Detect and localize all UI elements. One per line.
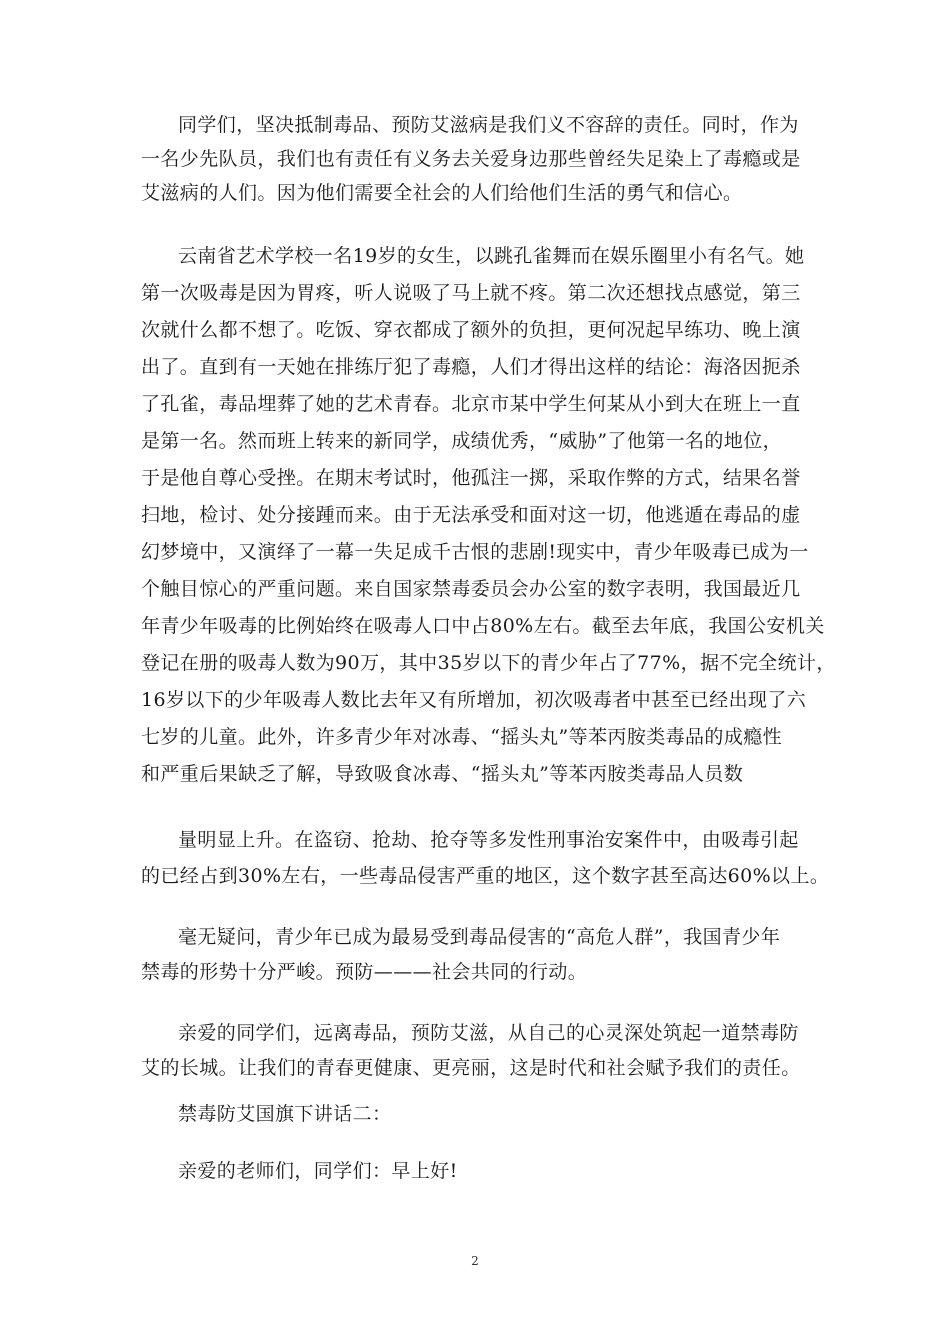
paragraph-line: 禁毒的形势十分严峻。预防———社会共同的行动。: [141, 961, 588, 983]
paragraph-line: 第一次吸毒是因为胃疼，听人说吸了马上就不疼。第二次还想找点感觉，第三: [141, 282, 801, 304]
paragraph-line: 艾的长城。让我们的青春更健康、更亮丽，这是时代和社会赋予我们的责任。: [141, 1057, 801, 1079]
paragraph-line: 七岁的儿童。此外，许多青少年对冰毒、“摇头丸”等苯丙胺类毒品的成瘾性: [141, 726, 783, 748]
paragraph-line: 个触目惊心的严重问题。来自国家禁毒委员会办公室的数字表明，我国最近几: [141, 578, 801, 600]
paragraph-line: 16岁以下的少年吸毒人数比去年又有所增加，初次吸毒者中甚至已经出现了六: [141, 689, 807, 711]
paragraph-line: 次就什么都不想了。吃饭、穿衣都成了额外的负担，更何况起早练功、晚上演: [141, 319, 801, 341]
paragraph-line: 的已经占到30%左右，一些毒品侵害严重的地区，这个数字甚至高达60%以上。: [141, 865, 830, 887]
paragraph-line: 云南省艺术学校一名19岁的女生，以跳孔雀舞而在娱乐圈里小有名气。她: [178, 245, 805, 267]
paragraph-line: 亲爱的同学们，远离毒品，预防艾滋，从自己的心灵深处筑起一道禁毒防: [178, 1022, 799, 1044]
paragraph-line: 艾滋病的人们。因为他们需要全社会的人们给他们生活的勇气和信心。: [141, 182, 743, 204]
paragraph-line: 于是他自尊心受挫。在期末考试时，他孤注一掷，采取作弊的方式，结果名誉: [141, 467, 801, 489]
paragraph-line: 年青少年吸毒的比例始终在吸毒人口中占80%左右。截至去年底，我国公安机关: [141, 615, 825, 637]
greeting-line: 亲爱的老师们，同学们：早上好!: [178, 1160, 458, 1182]
section-heading: 禁毒防艾国旗下讲话二：: [178, 1103, 392, 1125]
paragraph-line: 一名少先队员，我们也有责任有义务去关爱身边那些曾经失足染上了毒瘾或是: [141, 148, 801, 170]
paragraph-line: 是第一名。然而班上转来的新同学，成绩优秀，“威胁”了他第一名的地位，: [141, 430, 783, 452]
paragraph-line: 同学们，坚决抵制毒品、预防艾滋病是我们义不容辞的责任。同时，作为: [178, 114, 799, 136]
page-number: 2: [471, 1254, 479, 1268]
paragraph-line: 量明显上升。在盗窃、抢劫、抢夺等多发性刑事治安案件中，由吸毒引起: [178, 829, 799, 851]
paragraph-line: 了孔雀，毒品埋葬了她的艺术青春。北京市某中学生何某从小到大在班上一直: [141, 393, 801, 415]
paragraph-line: 幻梦境中，又演绎了一幕一失足成千古恨的悲剧!现实中，青少年吸毒已成为一: [141, 541, 809, 563]
paragraph-line: 登记在册的吸毒人数为90万，其中35岁以下的青少年占了77%，据不完全统计，: [141, 652, 836, 674]
paragraph-line: 扫地，检讨、处分接踵而来。由于无法承受和面对这一切，他逃遁在毒品的虚: [141, 504, 801, 526]
paragraph-line: 出了。直到有一天她在排练厅犯了毒瘾，人们才得出这样的结论：海洛因扼杀: [141, 356, 801, 378]
paragraph-line: 和严重后果缺乏了解，导致吸食冰毒、“摇头丸”等苯丙胺类毒品人员数: [141, 763, 744, 785]
paragraph-line: 毫无疑问，青少年已成为最易受到毒品侵害的“高危人群”，我国青少年: [178, 926, 781, 948]
